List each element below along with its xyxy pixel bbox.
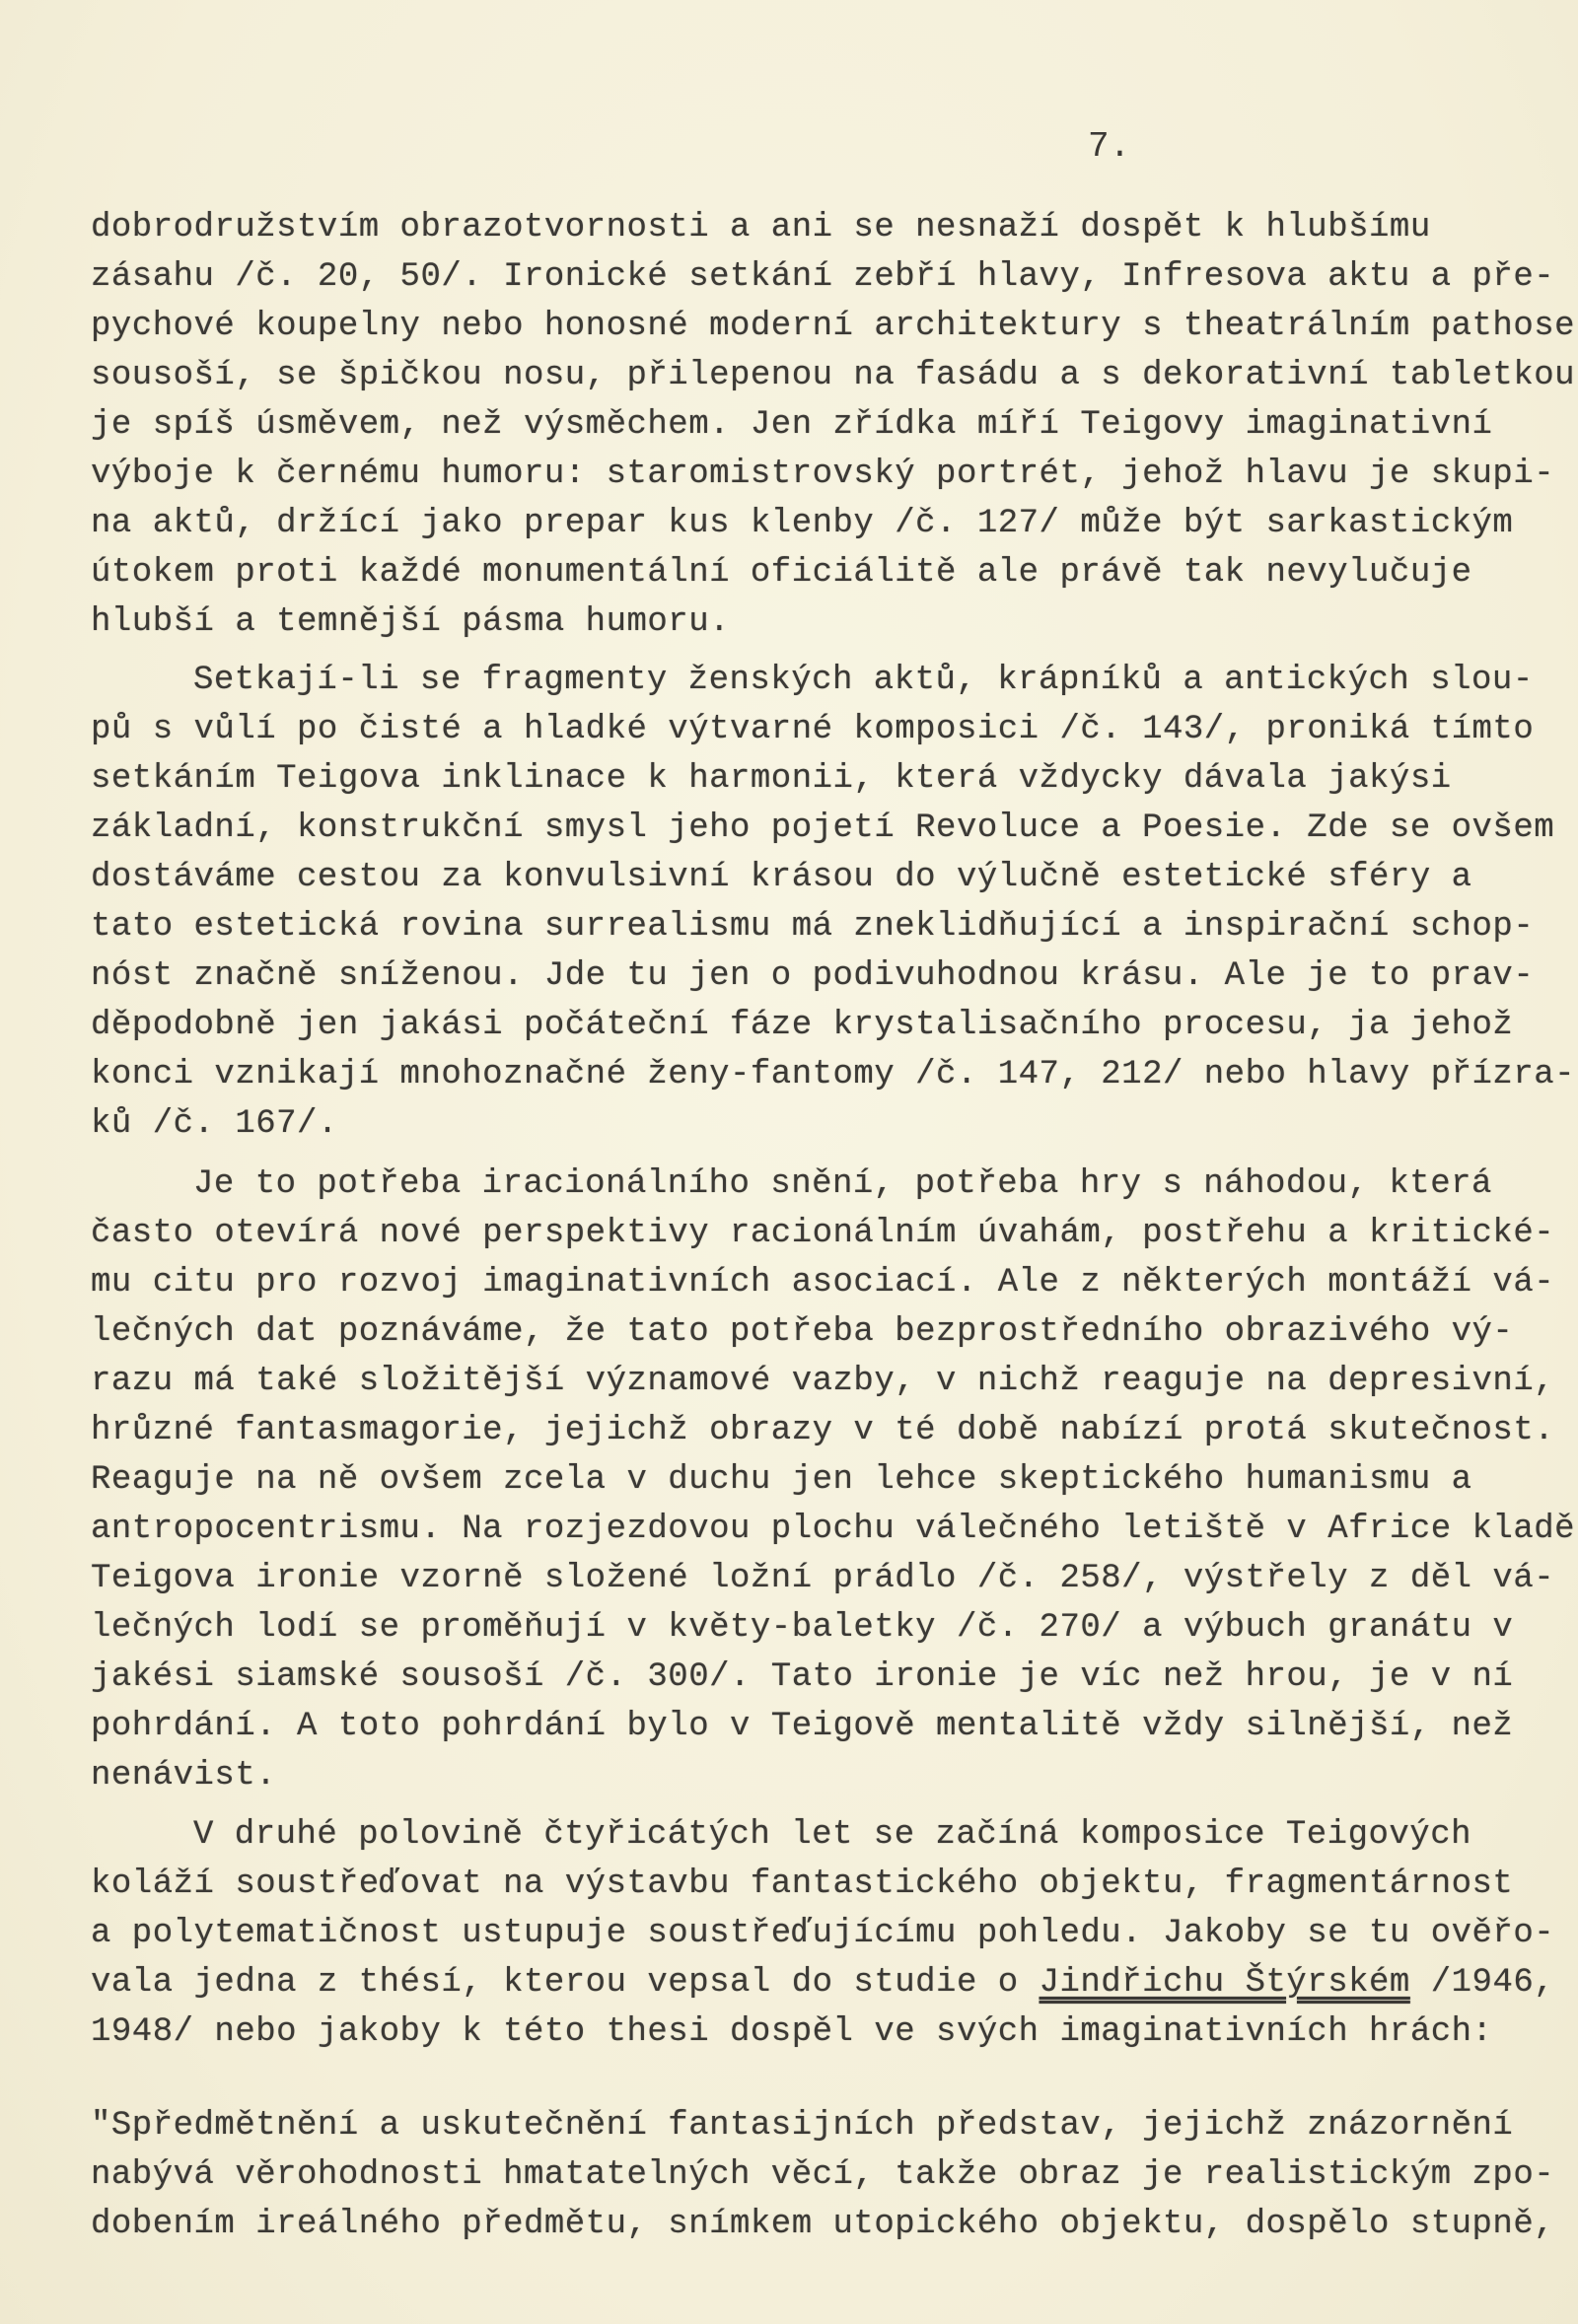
text-line: jakési siamské sousoší /č. 300/. Tato ironie je víc než hrou, je v ní <box>91 1658 1514 1696</box>
paragraph <box>91 656 1578 1149</box>
text-line: Teigova ironie vzorně složené ložní prádlo /č. 258/, výstřely z děl vá- <box>91 1560 1555 1597</box>
underlined-name: Jindřichu Štýrském <box>1039 1964 1410 2002</box>
text-line: dobrodružstvím obrazotvornosti a ani se nesnaží dospět k hlubšímu <box>91 209 1431 246</box>
text-line: nóst značně sníženou. Jde tu jen o podivuhodnou krásu. Ale je to prav- <box>91 957 1535 995</box>
paragraph <box>91 1810 1578 2057</box>
text-line: výboje k černému humoru: staromistrovský portrét, jehož hlavu je skupi- <box>91 456 1555 493</box>
text-line: Setkají-li se fragmenty ženských aktů, krápníků a antických slou- <box>193 662 1534 699</box>
text-segment: /1946, <box>1409 1964 1555 2002</box>
text-line: dostáváme cestou za konvulsivní krásou do výlučně estetické sféry a <box>91 859 1472 896</box>
text-line: razu má také složitější významové vazby, v nichž reaguje na depresivní, <box>91 1363 1555 1400</box>
text-line: zásahu /č. 20, 50/. Ironické setkání zebří hlavy, Infresova aktu a pře- <box>91 258 1555 296</box>
text-line: pohrdání. A toto pohrdání bylo v Teigově mentalitě vždy silnější, než <box>91 1708 1514 1745</box>
text-line: ků /č. 167/. <box>91 1105 338 1143</box>
page-number: 7. <box>1088 126 1131 167</box>
text-line: je spíš úsměvem, než výsměchem. Jen zřídka míří Teigovy imaginativní <box>91 406 1493 444</box>
text-line: Reaguje na ně ovšem zcela v duchu jen lehce skeptického humanismu a <box>91 1461 1472 1499</box>
text-line: antropocentrismu. Na rozjezdovou plochu válečného letiště v Africe kladě <box>91 1511 1576 1548</box>
text-line: hrůzné fantasmagorie, jejichž obrazy v té době nabízí protá skutečnost. <box>91 1412 1555 1449</box>
text-line: děpodobně jen jakási počáteční fáze krystalisačního procesu, ja jehož <box>91 1007 1514 1044</box>
text-line: "Spředmětnění a uskutečnění fantasijních představ, jejichž znázornění <box>91 2107 1514 2145</box>
text-line: nabývá věrohodnosti hmatatelných věcí, takže obraz je realistickým zpo- <box>91 2156 1555 2194</box>
text-line: pychové koupelny nebo honosné moderní architektury s theatrálním pathose <box>91 308 1576 345</box>
text-line: základní, konstrukční smysl jeho pojetí Revoluce a Poesie. Zde se ovšem <box>91 810 1555 847</box>
text-line: lečných lodí se proměňují v květy-baletky /č. 270/ a výbuch granátu v <box>91 1609 1514 1647</box>
text-line: dobením ireálného předmětu, snímkem utopického objektu, dospělo stupně, <box>91 2206 1555 2243</box>
text-line: 1948/ nebo jakoby k této thesi dospěl ve svých imaginativních hrách: <box>91 2013 1493 2051</box>
text-line: na aktů, držící jako prepar kus klenby /č. 127/ může být sarkastickým <box>91 505 1514 542</box>
text-line: pů s vůlí po čisté a hladké výtvarné komposici /č. 143/, proniká tímto <box>91 711 1535 748</box>
text-segment: vala jedna z thésí, kterou vepsal do studie o <box>91 1964 1040 2002</box>
text-line: tato estetická rovina surrealismu má zneklidňující a inspirační schop- <box>91 908 1535 946</box>
text-line: koláží soustřeďovat na výstavbu fantastického objektu, fragmentárnost <box>91 1866 1514 1903</box>
text-line: mu citu pro rozvoj imaginativních asociací. Ale z některých montáží vá- <box>91 1264 1555 1302</box>
text-line: hlubší a temnější pásma humoru. <box>91 603 731 641</box>
text-line: setkáním Teigova inklinace k harmonii, která vždycky dávala jakýsi <box>91 760 1452 798</box>
text-line: Je to potřeba iracionálního snění, potřeba hry s náhodou, která <box>193 1165 1492 1203</box>
text-line: často otevírá nové perspektivy racionálním úvahám, postřehu a kritické- <box>91 1215 1555 1252</box>
text-line: nenávist. <box>91 1757 277 1795</box>
paragraph <box>91 1160 1578 1800</box>
paragraph <box>91 203 1578 647</box>
text-line <box>91 1958 1578 2007</box>
text-line: útokem proti každé monumentální oficiálitě ale právě tak nevylučuje <box>91 554 1472 592</box>
text-line: lečných dat poznáváme, že tato potřeba bezprostředního obrazivého vý- <box>91 1313 1514 1351</box>
text-line: a polytematičnost ustupuje soustřeďujícímu pohledu. Jakoby se tu ověřo- <box>91 1915 1555 1952</box>
quotation <box>91 2101 1578 2249</box>
text-line: konci vznikají mnohoznačné ženy-fantomy /č. 147, 212/ nebo hlavy přízra- <box>91 1056 1576 1093</box>
text-line: V druhé polovině čtyřicátých let se začíná komposice Teigových <box>193 1816 1472 1854</box>
text-line: sousoší, se špičkou nosu, přilepenou na fasádu a s dekorativní tabletkou <box>91 357 1576 394</box>
